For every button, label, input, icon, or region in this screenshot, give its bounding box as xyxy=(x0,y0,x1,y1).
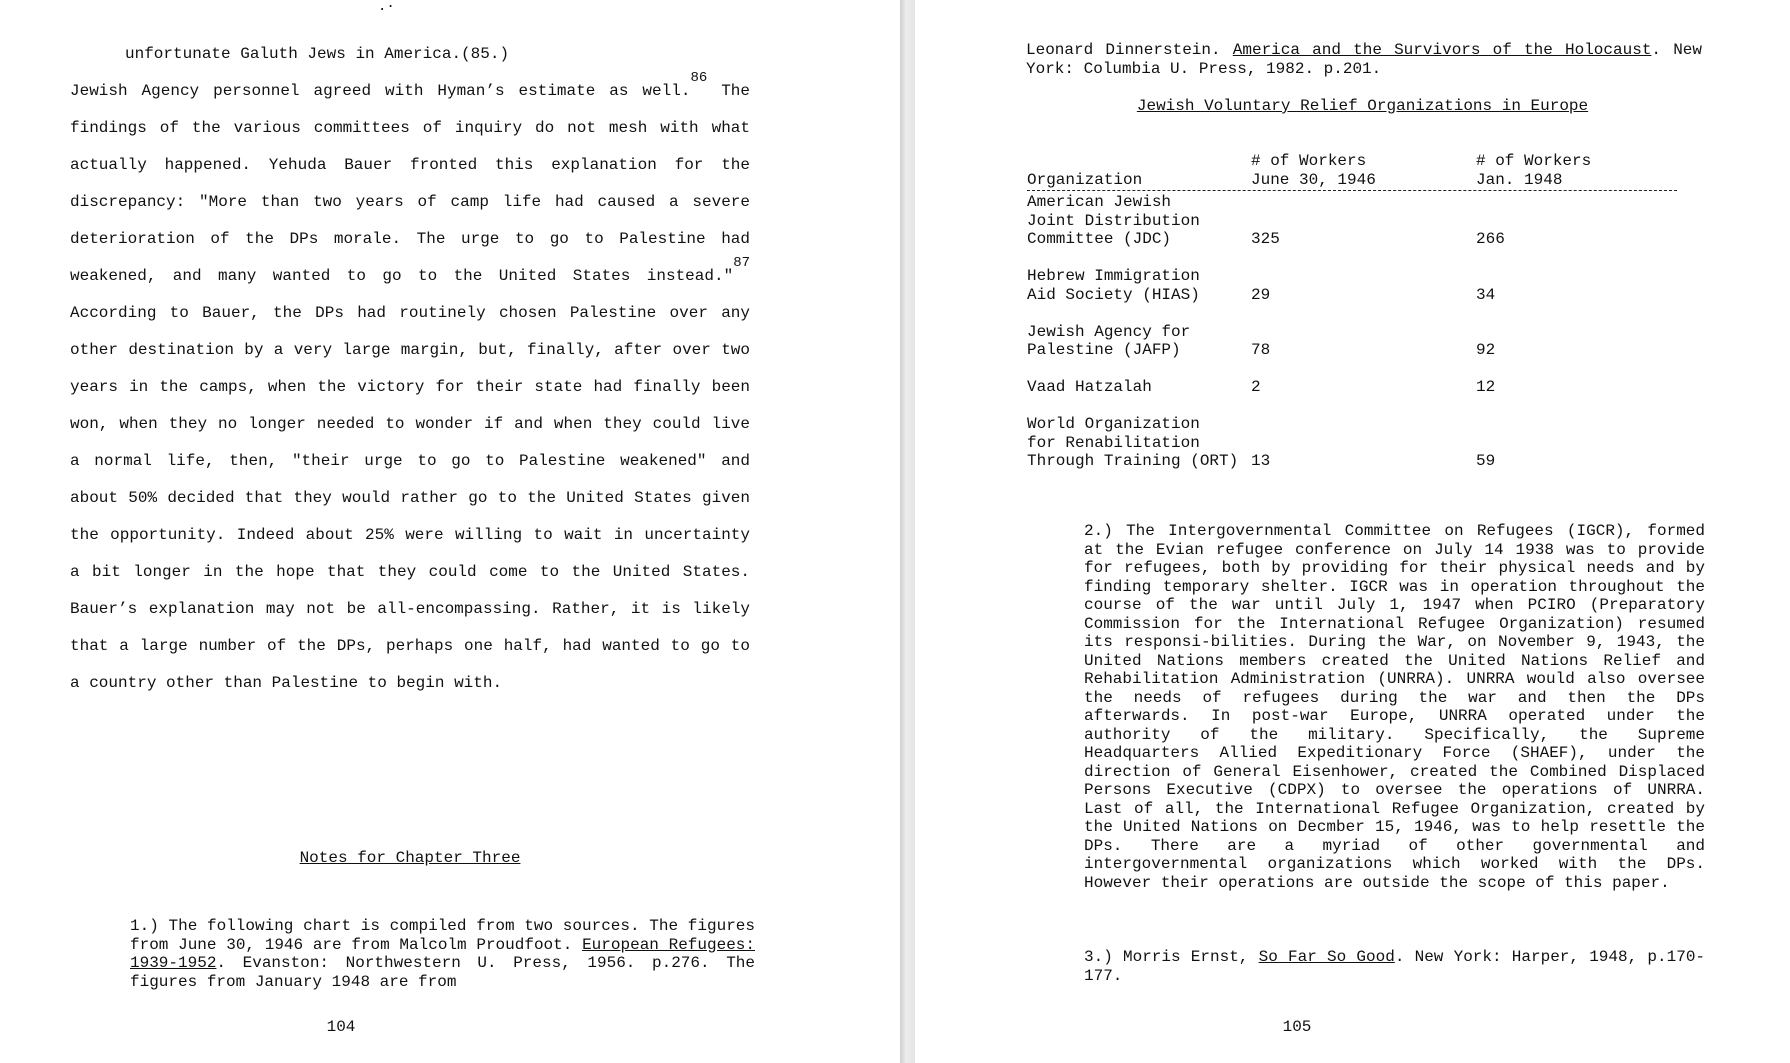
note-3-text xyxy=(1029,948,1705,985)
note-1 xyxy=(75,917,755,991)
org-name: World Organization for Renabilitation Through Training (ORT) xyxy=(1027,415,1239,470)
table-row xyxy=(1027,267,1677,304)
workers-1946: 29 xyxy=(1251,285,1271,304)
org-name: Jewish Agency for Palestine (JAFP) xyxy=(1027,322,1191,359)
paragraph-text: Jewish Agency personnel agreed with Hyman’s estimate as well. xyxy=(70,82,691,100)
table-header xyxy=(1027,152,1677,189)
footnote-ref-87: 87 xyxy=(733,255,750,271)
org-name: Vaad Hatzalah xyxy=(1027,378,1152,396)
footnote-ref-86: 86 xyxy=(690,70,708,86)
workers-table xyxy=(1027,152,1677,471)
workers-1948: 34 xyxy=(1476,285,1496,304)
paragraph-main xyxy=(70,70,750,702)
workers-1948: 12 xyxy=(1476,378,1496,396)
workers-1948: 266 xyxy=(1476,230,1505,248)
table-row xyxy=(1027,193,1677,249)
org-name: American Jewish Joint Distribution Committee (JDC) xyxy=(1027,193,1200,248)
body-text xyxy=(70,36,750,702)
paragraph-text: According to Bauer, the DPs had routinely chosen Palestine over any other destination by a very large margin, but, finally, after over two years in the camps, when the victory for their state had finally been won, when they no longer needed to wonder if and when they could live a normal life, then, "their urge to go to Palestine weakened" and about 50% decided that they would rather go to the United States given the opportunity. Indeed about 25% were willing to wait in uncertainty a bit longer in the hope that they could come to the United States. Bauer’s explanation may not be all-encompassing. Rather, it is likely that a large number of the DPs, perhaps one half, had wanted to go to a country other than Palestine to begin with. xyxy=(70,304,750,692)
table-row xyxy=(1027,323,1677,360)
book-title: So Far So Good xyxy=(1258,948,1395,966)
note-3 xyxy=(1029,948,1705,985)
workers-1948: 92 xyxy=(1476,341,1496,359)
workers-1946: 13 xyxy=(1251,452,1271,470)
header-line: # of Workers xyxy=(1251,152,1367,170)
workers-1946: 325 xyxy=(1251,230,1280,248)
note-text: 3.) Morris Ernst, xyxy=(1084,948,1259,966)
citation-text: Leonard Dinnerstein. xyxy=(1026,41,1233,59)
note-text: 1.) The following chart is compiled from two sources. The figures from June 30, 1946 are from Malcolm Proudfoot. xyxy=(130,917,755,954)
org-name: Hebrew Immigration Aid Society (HIAS) xyxy=(1027,267,1200,304)
note-2-text: 2.) The Intergovernmental Committee on Refugees (IGCR), formed at the Evian refugee conference on July 14 1938 was to provide for refugees, both by providing for their physical needs and by finding temporary shelter. IGCR was in operation throughout the course of the war until July 1, 1947 when PCIRO (Preparatory Commission for the International Refugee Organization) resumed its responsi-bilities. During the War, on November 9, 1943, the United Nations members created the United Nations Relief and Rehabilitation Administration (UNRRA). UNRRA would also oversee the needs of refugees during the war and then the DPs afterwards. In post-war Europe, UNRRA operated under the authority of the military. Specifically, the Supreme Headquarters Allied Expeditionary Force (SHAEF), under the direction of General Eisenhower, created the Combined Displaced Persons Executive (CDPX) to oversee the operations of UNRRA. Last of all, the International Refugee Organization, created by the United Nations on Decmber 15, 1946, was to help resettle the DPs. There are a myriad of other governmental and intergovernmental organizations which worked with the DPs. However their operations are outside the scope of this paper. xyxy=(1084,522,1705,892)
table-divider xyxy=(1027,190,1677,191)
page-number: 104 xyxy=(326,1018,356,1036)
right-page xyxy=(915,0,1790,1063)
page-mark: .· xyxy=(378,0,395,15)
citation xyxy=(1026,41,1702,78)
note-2 xyxy=(1029,522,1705,892)
table-title: Jewish Voluntary Relief Organizations in Europe xyxy=(1136,97,1589,115)
page-number: 105 xyxy=(1282,1018,1312,1036)
paragraph-fragment: unfortunate Galuth Jews in America.(85.) xyxy=(125,45,510,63)
citation-text: . New York: Columbia U. Press, 1982. p.201. xyxy=(1026,41,1702,78)
workers-1946: 2 xyxy=(1251,378,1261,396)
note-1-text xyxy=(75,917,755,991)
table-row xyxy=(1027,378,1677,397)
col-header-organization: Organization xyxy=(1027,170,1143,189)
header-line: # of Workers xyxy=(1476,152,1592,170)
note-text: . New York: Harper, 1948, p.170-177. xyxy=(1084,948,1706,985)
header-line: June 30, 1946 xyxy=(1251,170,1376,189)
header-line: Jan. 1948 xyxy=(1476,170,1563,189)
table-row xyxy=(1027,415,1677,471)
col-header-june xyxy=(1251,152,1376,189)
paragraph-text: The findings of the various committees of inquiry do not mesh with what actually happened. Yehuda Bauer fronted this explanation for the discrepancy: "More than two years of camp life had caused a severe deterioration of the DPs morale. The urge to go to Palestine had weakened, and many wanted to go to the United States instead." xyxy=(70,82,750,285)
col-header-jan xyxy=(1476,152,1591,189)
book-title: America and the Survivors of the Holocaust xyxy=(1232,41,1652,59)
notes-heading: Notes for Chapter Three xyxy=(299,849,521,867)
page-gutter xyxy=(900,0,915,1063)
book-title: European Refugees: 1939-1952 xyxy=(130,935,756,972)
note-text: . Evanston: Northwestern U. Press, 1956. p.276. The figures from January 1948 are from xyxy=(130,954,755,991)
workers-1946: 78 xyxy=(1251,341,1271,359)
workers-1948: 59 xyxy=(1476,452,1496,470)
